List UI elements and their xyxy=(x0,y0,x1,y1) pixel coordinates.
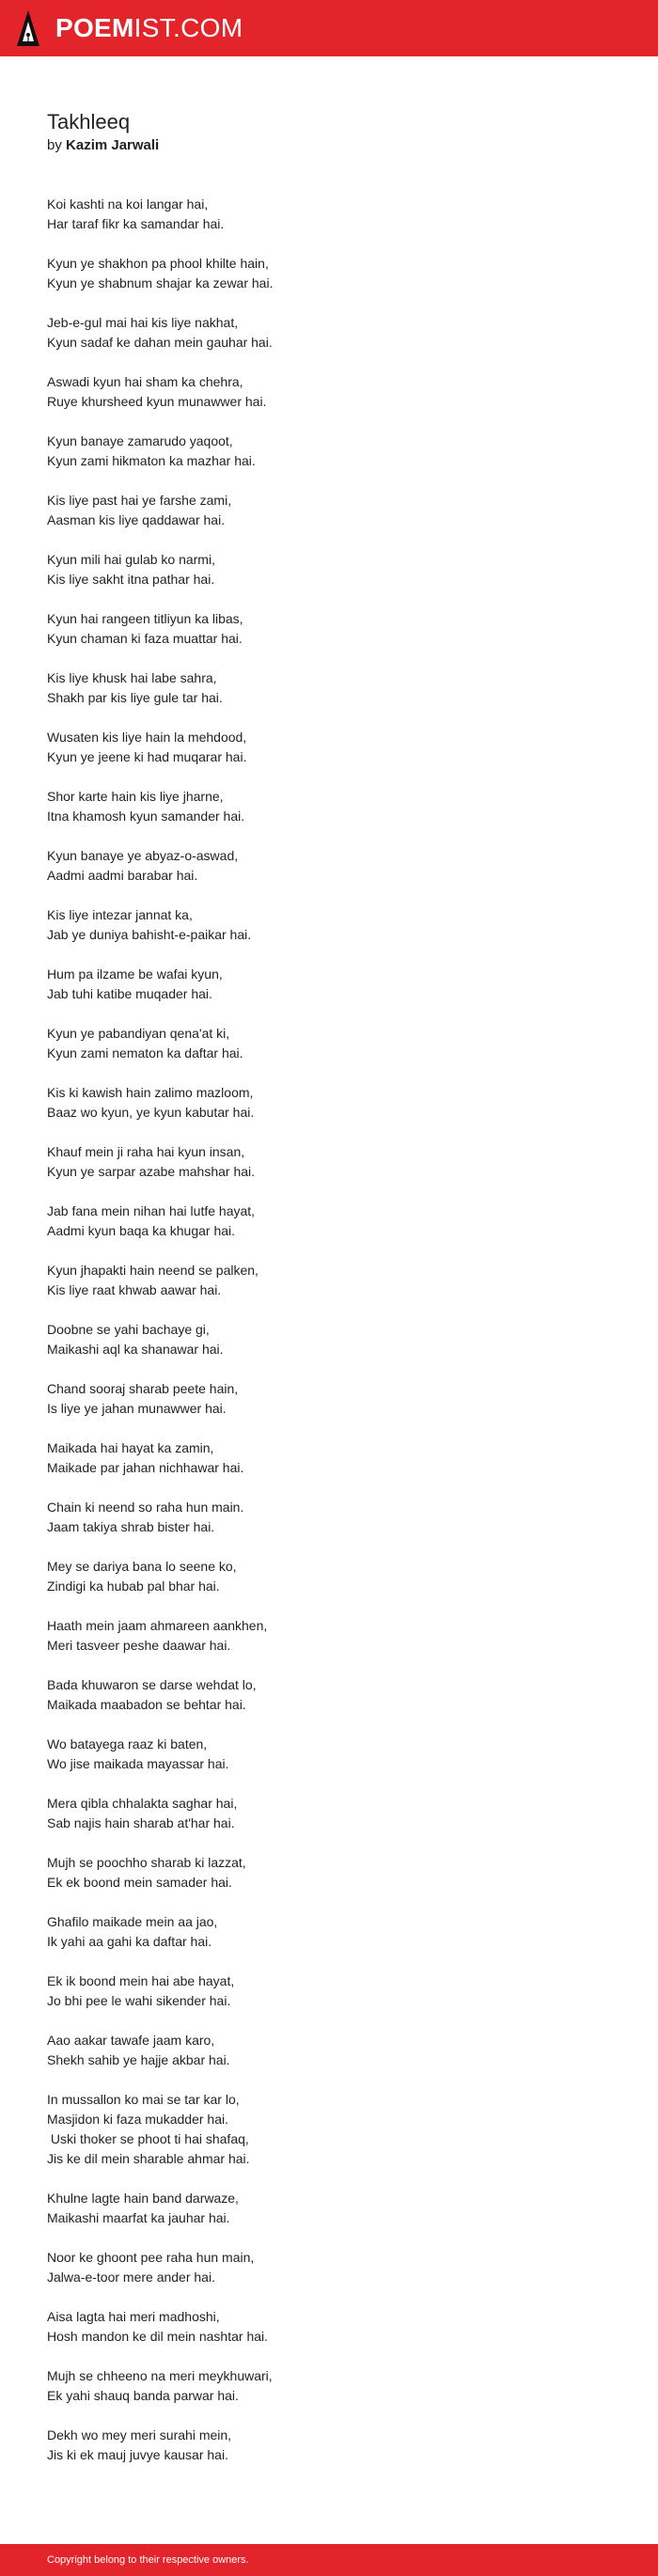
poem-line: Jab tuhi katibe muqader hai. xyxy=(47,986,212,1001)
poem-line: Sab najis hain sharab at'har hai. xyxy=(47,1815,235,1830)
poem-line: Doobne se yahi bachaye gi, xyxy=(47,1322,210,1337)
poem-line: Maikada hai hayat ka zamin, xyxy=(47,1440,214,1455)
poem-line: Kis liye raat khwab aawar hai. xyxy=(47,1282,222,1297)
poem-stanza xyxy=(47,2426,611,2465)
poem-stanza xyxy=(47,1261,611,1300)
poem-line: Jo bhi pee le wahi sikender hai. xyxy=(47,1993,231,2008)
poem-line: Shakh par kis liye gule tar hai. xyxy=(47,690,223,705)
poem-line: Koi kashti na koi langar hai, xyxy=(47,196,209,212)
poem-stanza xyxy=(47,2366,611,2406)
poem-line: Shor karte hain kis liye jharne, xyxy=(47,789,224,804)
poem-line: Kis liye khusk hai labe sahra, xyxy=(47,670,217,685)
poem-stanza xyxy=(47,195,611,234)
poem-stanza xyxy=(47,1853,611,1893)
poem-line: Wusaten kis liye hain la mehdood, xyxy=(47,730,247,745)
poem-line: Jab ye duniya bahisht-e-paikar hai. xyxy=(47,927,252,942)
site-logo[interactable] xyxy=(55,15,243,41)
poem-line: Jis ke dil mein sharable ahmar hai. xyxy=(47,2151,250,2166)
poem-line: Jaam takiya shrab bister hai. xyxy=(47,1519,215,1534)
poem-stanza xyxy=(47,668,611,708)
poem-line: Wo jise maikada mayassar hai. xyxy=(47,1756,229,1771)
poem-line: Aadmi kyun baqa ka khugar hai. xyxy=(47,1223,236,1238)
site-footer xyxy=(0,2544,658,2576)
poem-line: Jab fana mein nihan hai lutfe hayat, xyxy=(47,1203,256,1218)
poem-stanza xyxy=(47,1379,611,1419)
poem-line: Har taraf fikr ka samandar hai. xyxy=(47,216,225,231)
poem-line: Wo batayega raaz ki baten, xyxy=(47,1736,208,1751)
poem-line: In mussallon ko mai se tar kar lo, xyxy=(47,2092,240,2107)
poem-line: Kyun mili hai gulab ko narmi, xyxy=(47,552,215,567)
poem-line: Ghafilo maikade mein aa jao, xyxy=(47,1914,218,1929)
poem-line: Aao aakar tawafe jaam karo, xyxy=(47,2033,215,2048)
poem-stanza xyxy=(47,1024,611,1063)
poem-stanza xyxy=(47,2307,611,2347)
poem-line: Kyun ye shabnum shajar ka zewar hai. xyxy=(47,275,274,291)
poem-line: Kyun banaye ye abyaz-o-aswad, xyxy=(47,848,239,863)
poem-title: Takhleeq xyxy=(47,110,131,134)
poem-stanza xyxy=(47,609,611,649)
poem-line: Masjidon ki faza mukadder hai. xyxy=(47,2112,228,2127)
poem-line: Aisa lagta hai meri madhoshi, xyxy=(47,2309,220,2324)
poem-stanza xyxy=(47,2031,611,2070)
poem-line: Meri tasveer peshe daawar hai. xyxy=(47,1638,231,1653)
poem-stanza xyxy=(47,313,611,353)
poem-stanza xyxy=(47,550,611,589)
poem-line: Aswadi kyun hai sham ka chehra, xyxy=(47,374,243,389)
logo-brand-bold: POEM xyxy=(55,13,134,42)
poem-stanza xyxy=(47,1320,611,1359)
poem-line: Itna khamosh kyun samander hai. xyxy=(47,809,245,824)
poem-stanza xyxy=(47,1616,611,1656)
poem-stanza xyxy=(47,905,611,945)
poem-line: Chand sooraj sharab peete hain, xyxy=(47,1381,239,1396)
poem-stanza xyxy=(47,1971,611,2011)
poem-line: Aasman kis liye qaddawar hai. xyxy=(47,512,226,527)
poem-stanza xyxy=(47,491,611,530)
poem-stanza xyxy=(47,2189,611,2228)
poem-stanza xyxy=(47,1675,611,1715)
poem-line: Maikashi maarfat ka jauhar hai. xyxy=(47,2210,230,2225)
poem-line: Maikade par jahan nichhawar hai. xyxy=(47,1460,244,1475)
poem-stanza xyxy=(47,1794,611,1833)
poem-stanza xyxy=(47,1083,611,1123)
poem-line: Noor ke ghoont pee raha hun main, xyxy=(47,2250,255,2265)
poem-line: Khulne lagte hain band darwaze, xyxy=(47,2191,239,2206)
poem-line: Kis liye intezar jannat ka, xyxy=(47,907,193,922)
poem-line: Ek ek boond mein samader hai. xyxy=(47,1875,232,1890)
poem-line: Is liye ye jahan munawwer hai. xyxy=(47,1401,227,1416)
poem-line: Ek yahi shauq banda parwar hai. xyxy=(47,2388,239,2403)
poem-line: Kis ki kawish hain zalimo mazloom, xyxy=(47,1085,254,1100)
poem-line: Kyun ye sarpar azabe mahshar hai. xyxy=(47,1164,256,1179)
poem-line: Hosh mandon ke dil mein nashtar hai. xyxy=(47,2329,269,2344)
poem-line: Kyun zami nematon ka daftar hai. xyxy=(47,1045,243,1060)
poem-line: Kis liye sakht itna pathar hai. xyxy=(47,572,215,587)
poem-byline xyxy=(47,136,611,155)
poem-line: Haath mein jaam ahmareen aankhen, xyxy=(47,1618,268,1633)
copyright-text: Copyright belong to their respective owners. xyxy=(47,2554,249,2566)
poem-line: Mujh se chheeno na meri meykhuwari, xyxy=(47,2368,273,2383)
pen-nib-icon[interactable] xyxy=(16,9,40,47)
poem-line: Maikashi aql ka shanawar hai. xyxy=(47,1342,224,1357)
author-name[interactable]: Kazim Jarwali xyxy=(66,137,160,153)
poem-line: Kyun chaman ki faza muattar hai. xyxy=(47,631,243,646)
poem-stanza xyxy=(47,1438,611,1478)
poem-line: Kyun ye jeene ki had muqarar hai. xyxy=(47,749,247,764)
poem-line: Kyun banaye zamarudo yaqoot, xyxy=(47,433,233,448)
poem-line: Kyun jhapakti hain neend se palken, xyxy=(47,1263,258,1278)
poem-stanza xyxy=(47,254,611,293)
poem-line: Mera qibla chhalakta saghar hai, xyxy=(47,1796,238,1811)
poem-stanza xyxy=(47,846,611,886)
poem-line: Shekh sahib ye hajje akbar hai. xyxy=(47,2052,230,2067)
poem-stanza xyxy=(47,1912,611,1952)
poem-line: Mujh se poochho sharab ki lazzat, xyxy=(47,1855,246,1870)
poem-line: Kyun hai rangeen titliyun ka libas, xyxy=(47,611,243,626)
poem-stanza xyxy=(47,965,611,1004)
poem-line: Chain ki neend so raha hun main. xyxy=(47,1500,244,1515)
poem-stanza xyxy=(47,1735,611,1774)
poem-line: Kyun zami hikmaton ka mazhar hai. xyxy=(47,453,256,468)
poem-line: Dekh wo mey meri surahi mein, xyxy=(47,2427,232,2442)
poem-line: Bada khuwaron se darse wehdat lo, xyxy=(47,1677,257,1692)
poem-line: Ik yahi aa gahi ka daftar hai. xyxy=(47,1934,212,1949)
poem-stanza xyxy=(47,728,611,767)
poem-stanza xyxy=(47,1202,611,1241)
by-label: by xyxy=(47,137,62,153)
poem-body xyxy=(47,195,611,2465)
poem-line: Khauf mein ji raha hai kyun insan, xyxy=(47,1144,245,1159)
poem-line: Ek ik boond mein hai abe hayat, xyxy=(47,1973,235,1988)
poem-line: Aadmi aadmi barabar hai. xyxy=(47,868,198,883)
poem-line: Uski thoker se phoot ti hai shafaq, xyxy=(47,2131,249,2146)
poem-line: Jeb-e-gul mai hai kis liye nakhat, xyxy=(47,315,239,330)
poem-stanza xyxy=(47,372,611,412)
poem-line: Kyun ye shakhon pa phool khilte hain, xyxy=(47,256,269,271)
logo-brand-light: IST.COM xyxy=(133,13,243,42)
poem-line: Kis liye past hai ye farshe zami, xyxy=(47,493,232,508)
poem-stanza xyxy=(47,1142,611,1182)
poem-line: Ruye khursheed kyun munawwer hai. xyxy=(47,394,267,409)
poem-line: Baaz wo kyun, ye kyun kabutar hai. xyxy=(47,1105,255,1120)
poem-line: Zindigi ka hubab pal bhar hai. xyxy=(47,1579,220,1594)
poem-stanza xyxy=(47,1557,611,1596)
poem-line: Maikada maabadon se behtar hai. xyxy=(47,1697,246,1712)
site-header xyxy=(0,0,658,56)
poem-line: Hum pa ilzame be wafai kyun, xyxy=(47,966,223,982)
poem-stanza xyxy=(47,2090,611,2169)
poem-line: Kyun sadaf ke dahan mein gauhar hai. xyxy=(47,335,273,350)
poem-line: Jalwa-e-toor mere ander hai. xyxy=(47,2270,215,2285)
poem-content xyxy=(47,109,611,2485)
poem-line: Jis ki ek mauj juvye kausar hai. xyxy=(47,2447,228,2462)
poem-stanza xyxy=(47,787,611,826)
poem-stanza xyxy=(47,432,611,471)
poem-stanza xyxy=(47,2248,611,2287)
poem-line: Mey se dariya bana lo seene ko, xyxy=(47,1559,237,1574)
poem-stanza xyxy=(47,1498,611,1537)
poem-line: Kyun ye pabandiyan qena'at ki, xyxy=(47,1026,230,1041)
